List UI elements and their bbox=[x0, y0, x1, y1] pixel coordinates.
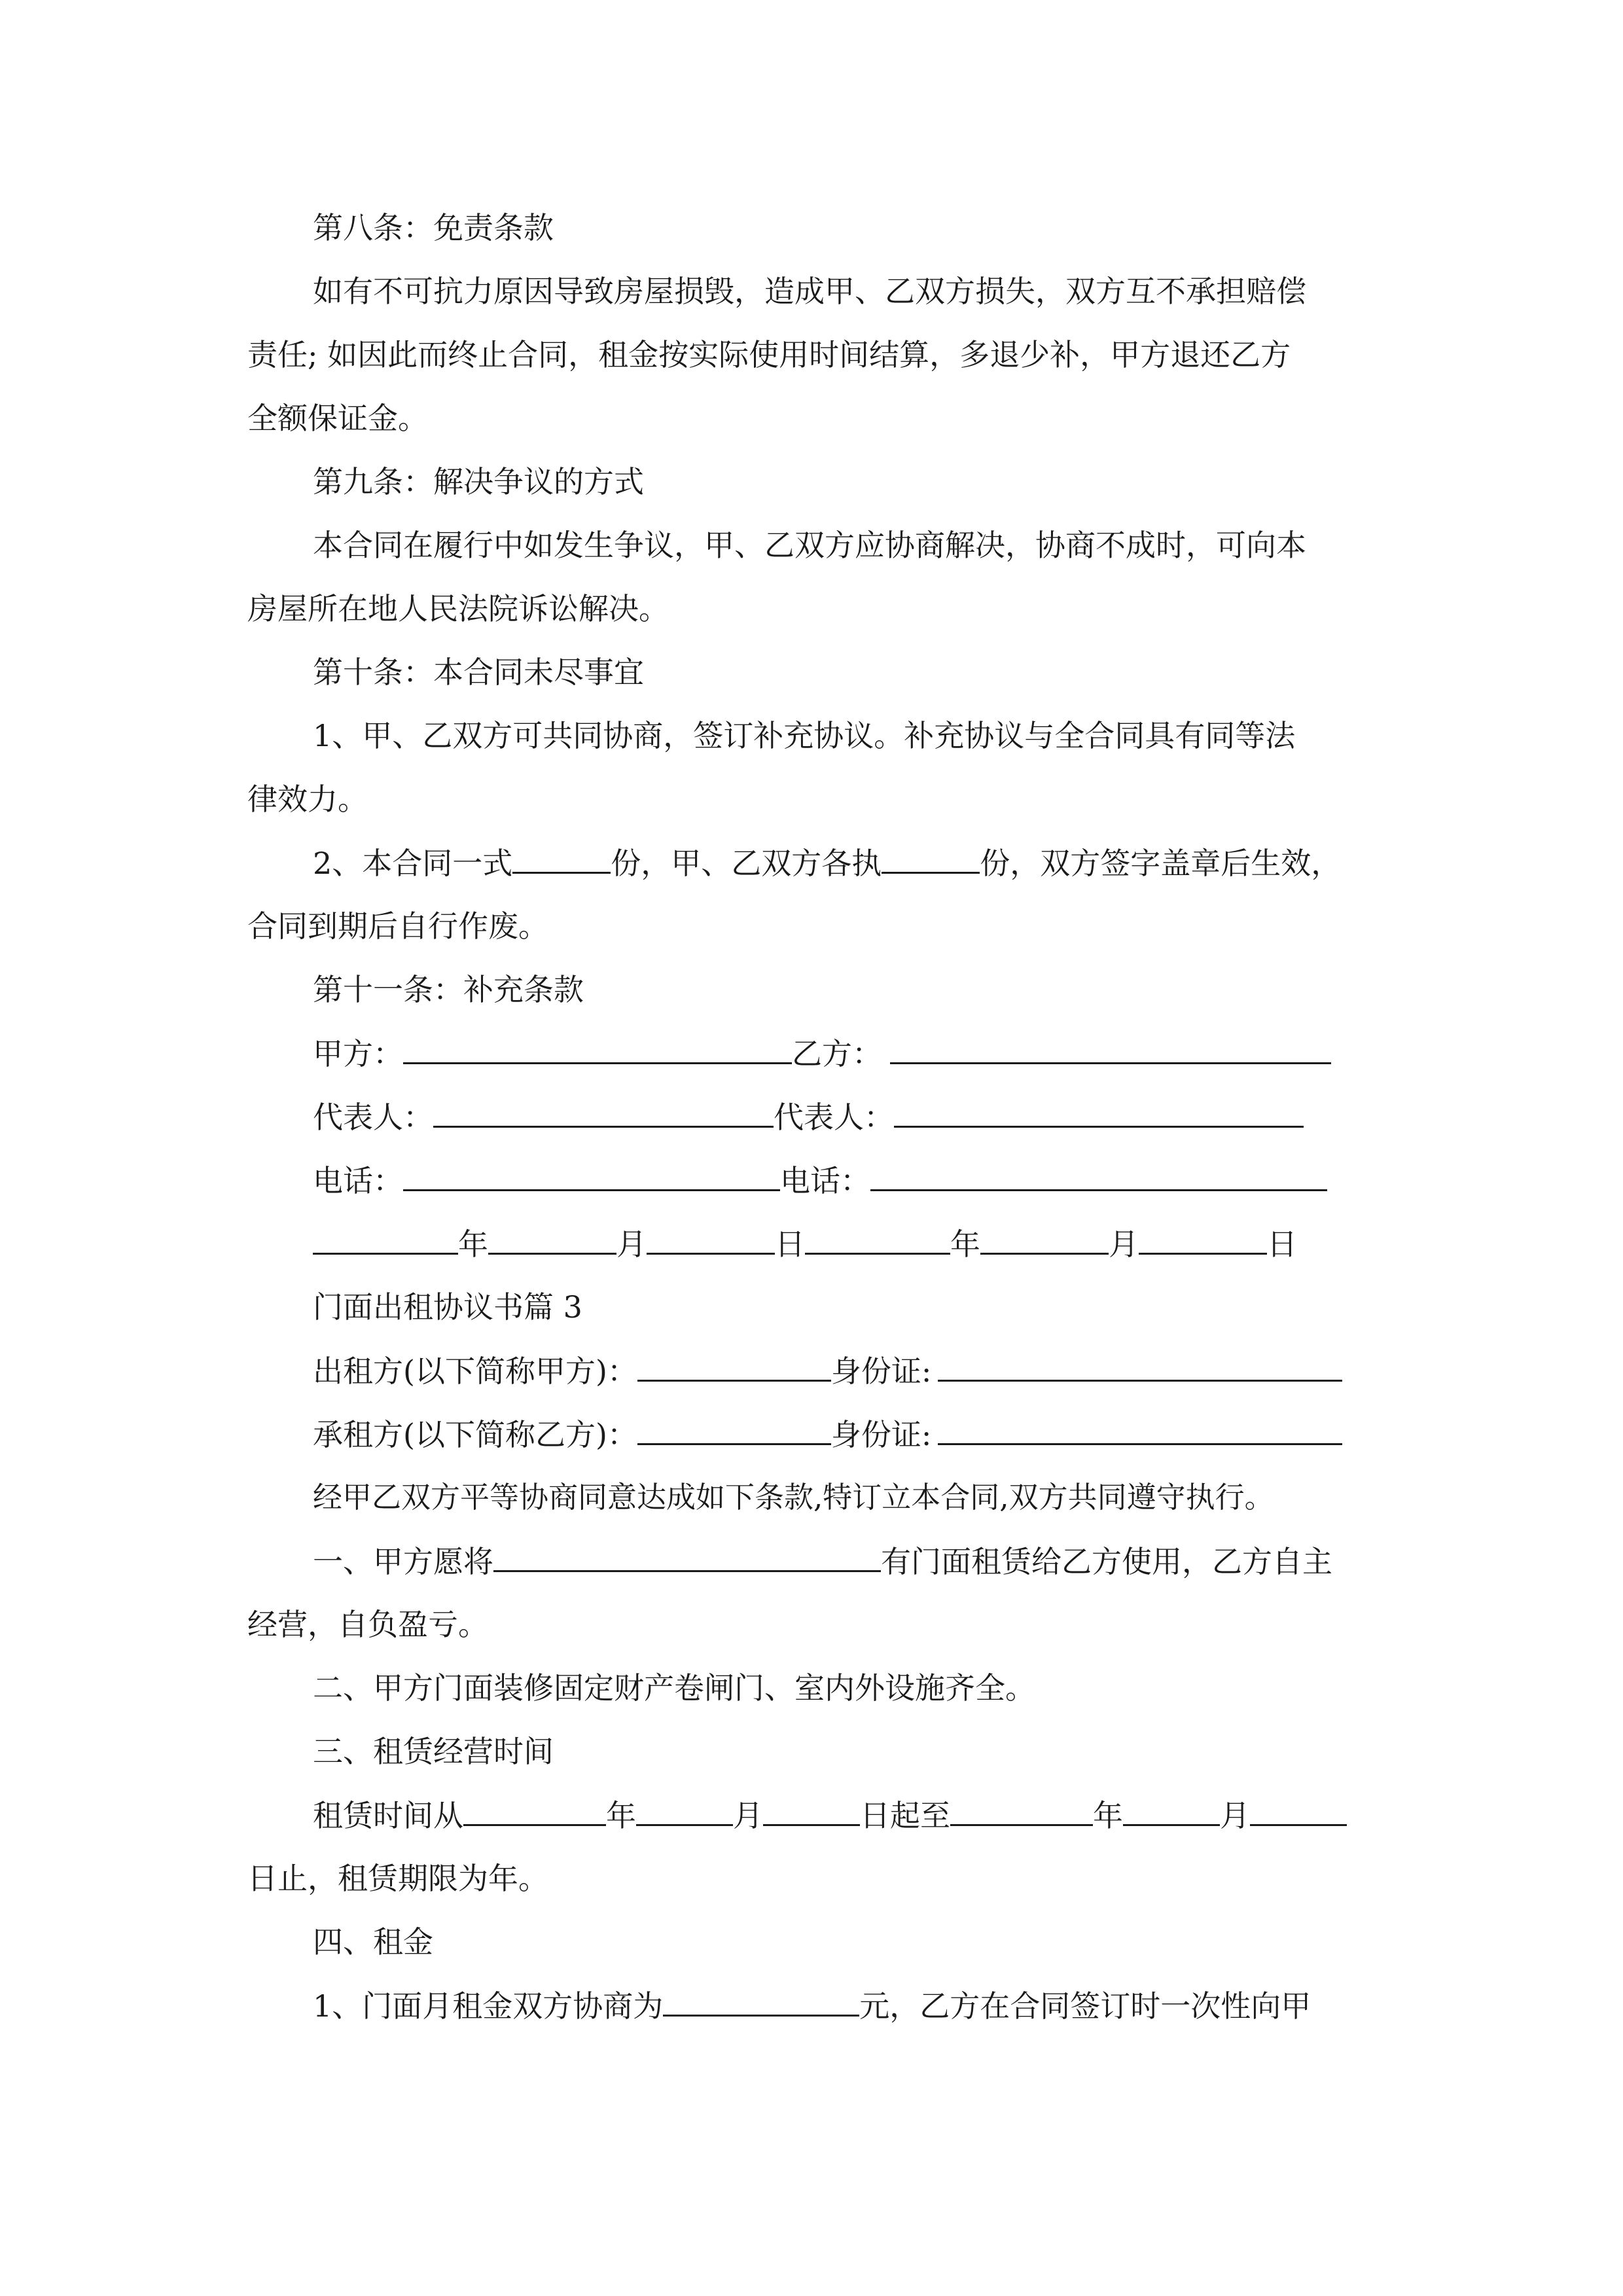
representative-row bbox=[313, 1097, 1304, 1136]
start-month-blank[interactable] bbox=[636, 1795, 733, 1826]
clause-4-heading: 四、租金 bbox=[313, 1924, 433, 1960]
end-month-label: 月 bbox=[1220, 1798, 1250, 1833]
clause-3-heading: 三、租赁经营时间 bbox=[313, 1734, 554, 1769]
lessee-name-blank[interactable] bbox=[637, 1414, 831, 1445]
item-2-suffix: 份，双方签字盖章后生效， bbox=[980, 846, 1342, 881]
article-10-item-2-line-2: 合同到期后自行作废。 bbox=[247, 908, 548, 944]
start-month-label: 月 bbox=[733, 1798, 763, 1833]
article-8-paragraph-line-3: 全额保证金。 bbox=[247, 401, 428, 436]
rep-b-label: 代表人： bbox=[774, 1100, 894, 1135]
lessor-label: 出租方(以下简称甲方)： bbox=[313, 1354, 637, 1389]
tel-b-blank[interactable] bbox=[870, 1160, 1327, 1191]
rent-line bbox=[313, 1986, 1311, 2025]
article-9-heading: 第九条：解决争议的方式 bbox=[313, 464, 644, 499]
lessor-id-blank[interactable] bbox=[938, 1351, 1342, 1382]
rep-a-blank[interactable] bbox=[433, 1097, 774, 1128]
article-8-paragraph-line-2: 责任; 如因此而终止合同，租金按实际使用时间结算，多退少补，甲方退还乙方 bbox=[247, 337, 1291, 372]
date-b-day-blank[interactable] bbox=[1139, 1224, 1267, 1255]
date-row bbox=[313, 1224, 1297, 1263]
end-month-blank[interactable] bbox=[1123, 1795, 1220, 1826]
clause-1-prefix: 一、甲方愿将 bbox=[313, 1544, 493, 1579]
copies-each-blank[interactable] bbox=[882, 843, 980, 874]
date-b-day: 日 bbox=[1267, 1227, 1297, 1262]
date-a-day: 日 bbox=[775, 1227, 805, 1262]
article-10-item-2-line-1 bbox=[313, 843, 1341, 882]
lessee-label: 承租方(以下简称乙方)： bbox=[313, 1417, 637, 1452]
date-b-month-blank[interactable] bbox=[980, 1224, 1109, 1255]
start-day-blank[interactable] bbox=[763, 1795, 860, 1826]
lessor-id-label: 身份证: bbox=[830, 1354, 932, 1389]
party-a-label: 甲方： bbox=[313, 1036, 403, 1071]
article-8-heading: 第八条：免责条款 bbox=[313, 210, 554, 245]
party-b-label: 乙方： bbox=[792, 1036, 882, 1071]
monthly-rent-blank[interactable] bbox=[663, 1986, 859, 2017]
tel-b-label: 电话： bbox=[780, 1163, 870, 1198]
item-2-prefix: 2、本合同一式 bbox=[313, 846, 513, 881]
lease-period-prefix: 租赁时间从 bbox=[313, 1798, 463, 1833]
date-a-year-blank[interactable] bbox=[313, 1224, 458, 1255]
end-year-blank[interactable] bbox=[950, 1795, 1093, 1826]
date-b-year-blank[interactable] bbox=[805, 1224, 950, 1255]
rent-suffix: 元，乙方在合同签订时一次性向甲 bbox=[859, 1988, 1311, 2024]
clause-1-line-2: 经营，自负盈亏。 bbox=[247, 1607, 488, 1642]
date-a-day-blank[interactable] bbox=[647, 1224, 775, 1255]
lessee-id-label: 身份证: bbox=[830, 1417, 932, 1452]
tel-a-label: 电话： bbox=[313, 1163, 403, 1198]
lease-period-line-1 bbox=[313, 1795, 1347, 1835]
article-9-paragraph-line-1: 本合同在履行中如发生争议，甲、乙双方应协商解决，协商不成时，可向本 bbox=[313, 528, 1306, 563]
start-day-label: 日起至 bbox=[860, 1798, 950, 1833]
lease-period-line-2: 日止，租赁期限为年。 bbox=[247, 1861, 548, 1896]
agreement-intro: 经甲乙双方平等协商同意达成如下条款,特订立本合同,双方共同遵守执行。 bbox=[313, 1480, 1274, 1515]
part-3-title: 门面出租协议书篇 3 bbox=[313, 1289, 582, 1325]
lessor-row bbox=[313, 1351, 1342, 1390]
article-9-paragraph-line-2: 房屋所在地人民法院诉讼解决。 bbox=[247, 591, 669, 626]
date-b-year: 年 bbox=[950, 1227, 980, 1262]
article-8-paragraph-line-1: 如有不可抗力原因导致房屋损毁，造成甲、乙双方损失，双方互不承担赔偿 bbox=[313, 274, 1306, 309]
end-day-blank[interactable] bbox=[1250, 1795, 1347, 1826]
tel-a-blank[interactable] bbox=[403, 1160, 780, 1191]
article-11-heading: 第十一条：补充条款 bbox=[313, 972, 584, 1007]
lessor-name-blank[interactable] bbox=[637, 1351, 831, 1382]
clause-2: 二、甲方门面装修固定财产卷闸门、室内外设施齐全。 bbox=[313, 1670, 1035, 1706]
party-a-blank[interactable] bbox=[403, 1033, 792, 1064]
date-a-month-blank[interactable] bbox=[488, 1224, 616, 1255]
start-year-blank[interactable] bbox=[463, 1795, 606, 1826]
date-a-year: 年 bbox=[458, 1227, 488, 1262]
lessee-id-blank[interactable] bbox=[938, 1414, 1342, 1445]
date-a-month: 月 bbox=[616, 1227, 647, 1262]
premises-location-blank[interactable] bbox=[493, 1541, 881, 1572]
party-b-blank[interactable] bbox=[890, 1033, 1331, 1064]
telephone-row bbox=[313, 1160, 1327, 1200]
lessee-row bbox=[313, 1414, 1342, 1454]
start-year-label: 年 bbox=[606, 1798, 636, 1833]
article-10-item-1-line-2: 律效力。 bbox=[247, 781, 368, 817]
rep-b-blank[interactable] bbox=[894, 1097, 1304, 1128]
party-signature-row bbox=[313, 1033, 1331, 1073]
article-10-item-1-line-1: 1、甲、乙双方可共同协商，签订补充协议。补充协议与全合同具有同等法 bbox=[313, 718, 1296, 753]
copies-total-blank[interactable] bbox=[512, 843, 611, 874]
end-year-label: 年 bbox=[1093, 1798, 1123, 1833]
rent-prefix: 1、门面月租金双方协商为 bbox=[313, 1988, 664, 2024]
article-10-heading: 第十条：本合同未尽事宜 bbox=[313, 655, 644, 690]
clause-1-suffix: 有门面租赁给乙方使用，乙方自主 bbox=[881, 1544, 1332, 1579]
item-2-middle: 份，甲、乙双方各执 bbox=[611, 846, 882, 881]
date-b-month: 月 bbox=[1109, 1227, 1139, 1262]
rep-a-label: 代表人： bbox=[313, 1100, 433, 1135]
clause-1-line-1 bbox=[313, 1541, 1332, 1581]
